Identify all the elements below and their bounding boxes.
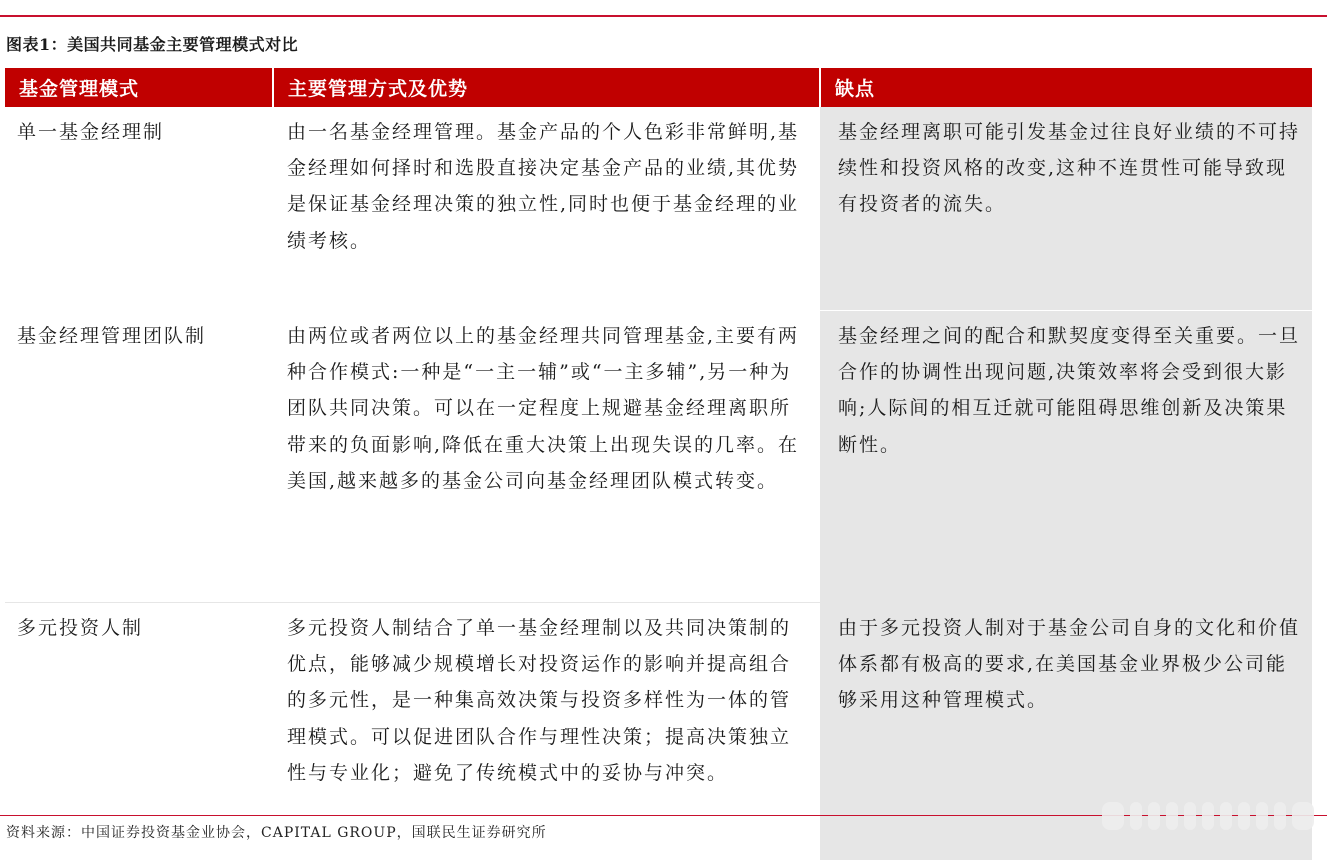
table-header-row bbox=[5, 68, 1312, 107]
top-rule bbox=[0, 15, 1327, 17]
table-row bbox=[5, 107, 1312, 311]
cell-mode: 基金经理管理团队制 bbox=[5, 311, 273, 603]
cell-cons: 由于多元投资人制对于基金公司自身的文化和价值体系都有极高的要求,在美国基金业界极少公司能够采用这种管理模式。 bbox=[820, 603, 1312, 860]
watermark-logo bbox=[1102, 800, 1314, 832]
table-row bbox=[5, 311, 1312, 603]
comparison-table bbox=[5, 68, 1312, 860]
header-method: 主要管理方式及优势 bbox=[273, 68, 820, 107]
figure-title: 图表1：美国共同基金主要管理模式对比 bbox=[6, 32, 298, 55]
header-mode: 基金管理模式 bbox=[5, 68, 273, 107]
source-note: 资料来源：中国证券投资基金业协会，CAPITAL GROUP，国联民生证券研究所 bbox=[6, 822, 547, 842]
cell-mode: 单一基金经理制 bbox=[5, 107, 273, 311]
cell-cons: 基金经理之间的配合和默契度变得至关重要。一旦合作的协调性出现问题,决策效率将会受到很大影响;人际间的相互迁就可能阻碍思维创新及决策果断性。 bbox=[820, 311, 1312, 603]
cell-method: 多元投资人制结合了单一基金经理制以及共同决策制的优点，能够减少规模增长对投资运作的影响并提高组合的多元性，是一种集高效决策与投资多样性为一体的管理模式。可以促进团队合作与理性决策；提高决策独立性与专业化；避免了传统模式中的妥协与冲突。 bbox=[273, 603, 820, 860]
cell-method: 由一名基金经理管理。基金产品的个人色彩非常鲜明,基金经理如何择时和选股直接决定基金产品的业绩,其优势是保证基金经理决策的独立性,同时也便于基金经理的业绩考核。 bbox=[273, 107, 820, 311]
cell-cons: 基金经理离职可能引发基金过往良好业绩的不可持续性和投资风格的改变,这种不连贯性可能导致现有投资者的流失。 bbox=[820, 107, 1312, 311]
header-cons: 缺点 bbox=[820, 68, 1312, 107]
cell-method: 由两位或者两位以上的基金经理共同管理基金,主要有两种合作模式:一种是“一主一辅”或“一主多辅”,另一种为团队共同决策。可以在一定程度上规避基金经理离职所带来的负面影响,降低在重大决策上出现失误的几率。在美国,越来越多的基金公司向基金经理团队模式转变。 bbox=[273, 311, 820, 603]
cell-mode: 多元投资人制 bbox=[5, 603, 273, 860]
